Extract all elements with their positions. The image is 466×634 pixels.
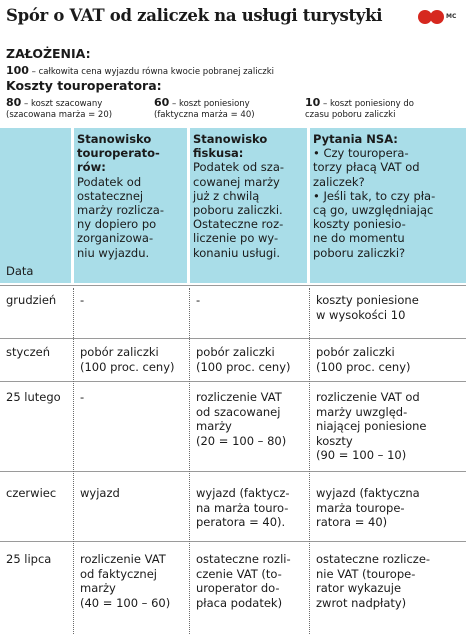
column-header-nsa-questions: Pytania NSA: • Czy touropera- torzy płacą VAT od zaliczek? • Jeśli tak, to czy pła- cą go, uwzględniając koszty poniesio- ne do momentu poboru zaliczki? xyxy=(313,132,436,260)
row-divider xyxy=(0,471,466,472)
cost-note: (faktyczna marża = 40) xyxy=(154,110,255,120)
assumption-price xyxy=(6,64,466,77)
row-divider xyxy=(0,381,466,382)
cell-touroperators: - xyxy=(80,293,85,307)
cell-tax-authority: - xyxy=(196,293,201,307)
cell-tax-authority: ostateczne rozli- czenie VAT (to- uroperator do- płaca podatek) xyxy=(196,552,291,610)
costs-heading: Koszty touroperatora: xyxy=(6,78,162,93)
cost-number: 80 xyxy=(6,96,22,109)
logo-circle-icon xyxy=(430,10,444,24)
cell-touroperators: wyjazd xyxy=(80,486,120,500)
column-divider xyxy=(189,288,190,634)
column-header-touroperators: Stanowisko touroperato- rów: Podatek od ostatecznej marży rozlicza- ny dopiero po zorganizowa- niu wyjazdu. xyxy=(77,132,164,260)
cell-nsa: rozliczenie VAT od marży uwzględ- niającej poniesione koszty (90 = 100 – 10) xyxy=(316,390,427,463)
cell-nsa: koszty poniesione w wysokości 10 xyxy=(316,293,419,322)
row-date: styczeń xyxy=(6,345,51,359)
cell-touroperators: pobór zaliczki (100 proc. ceny) xyxy=(80,345,175,374)
cell-tax-authority: pobór zaliczki (100 proc. ceny) xyxy=(196,345,291,374)
publisher-logo xyxy=(418,10,457,26)
cost-note: (szacowana marża = 20) xyxy=(6,110,113,120)
column-divider xyxy=(309,288,310,634)
row-date: 25 lutego xyxy=(6,390,61,404)
cell-touroperators: - xyxy=(80,390,85,404)
cost-estimated xyxy=(6,97,112,121)
row-date: grudzień xyxy=(6,293,57,307)
logo-mark: MC xyxy=(446,13,457,20)
column-header-date: Data xyxy=(6,264,34,278)
cost-label: – koszt poniesiony do xyxy=(320,99,414,109)
column-divider xyxy=(73,288,74,634)
cost-number: 10 xyxy=(305,96,321,109)
header xyxy=(0,0,466,34)
column-header-tax-authority: Stanowisko fiskusa: Podatek od sza- cowanej marży już z chwilą poboru zaliczki. Ostateczne roz- liczenie po wy- konaniu usługi. xyxy=(193,132,285,260)
cost-note: czasu poboru zaliczki xyxy=(305,110,396,120)
cost-incurred xyxy=(154,97,255,121)
cell-nsa: wyjazd (faktyczna marża touropе- ratora = 40) xyxy=(316,486,420,530)
cell-tax-authority: rozliczenie VAT od szacowanej marży (20 = 100 – 80) xyxy=(196,390,287,448)
cell-nsa: ostateczne rozlicze- nie VAT (touropе- rator wykazuje zwrot nadpłaty) xyxy=(316,552,431,610)
assumption-price-number: 100 xyxy=(6,64,29,77)
assumption-price-text: – całkowita cena wyjazdu równa kwocie pobranej zaliczki xyxy=(28,67,274,77)
row-divider xyxy=(0,285,466,286)
row-date: czerwiec xyxy=(6,486,57,500)
cell-touroperators: rozliczenie VAT od faktycznej marży (40 = 100 – 60) xyxy=(80,552,171,610)
row-divider xyxy=(0,338,466,339)
cell-nsa: pobór zaliczki (100 proc. ceny) xyxy=(316,345,411,374)
page-title: Spór o VAT od zaliczek na usługi turystyki xyxy=(6,6,383,25)
cost-label: – koszt poniesiony xyxy=(169,99,250,109)
cost-number: 60 xyxy=(154,96,170,109)
row-divider xyxy=(0,541,466,542)
cost-before-advance xyxy=(305,97,414,121)
row-date: 25 lipca xyxy=(6,552,52,566)
assumptions-heading: ZAŁOŻENIA: xyxy=(6,46,91,61)
cell-tax-authority: wyjazd (faktycz- na marża touro- peratora = 40). xyxy=(196,486,290,530)
cost-label: – koszt szacowany xyxy=(21,99,103,109)
